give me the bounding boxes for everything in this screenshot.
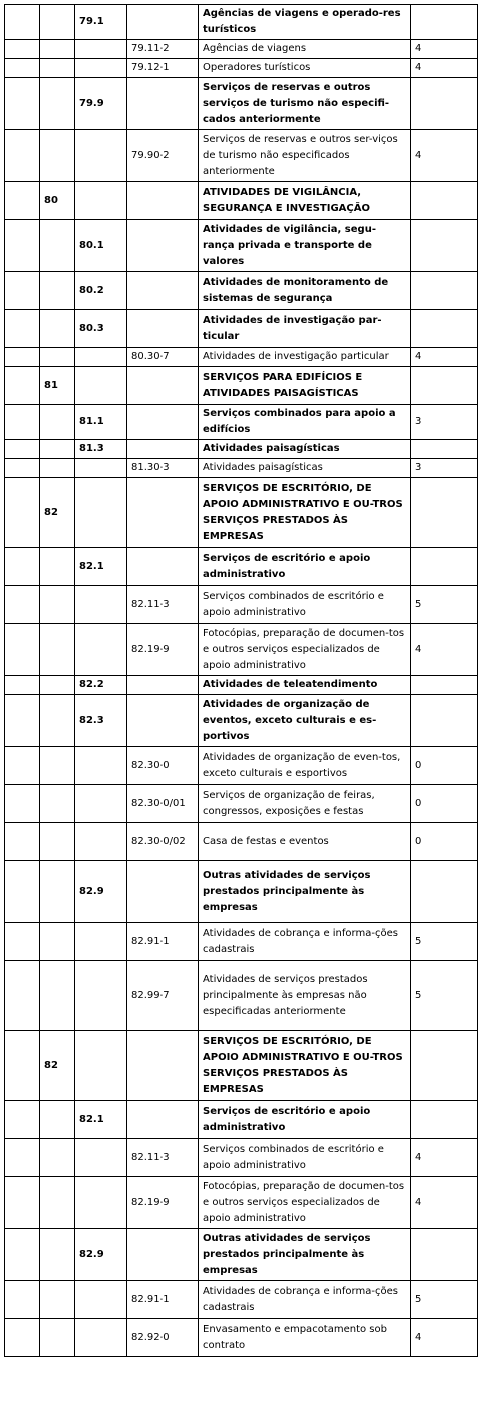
empty-cell [5, 861, 40, 923]
cnae-value: 4 [411, 624, 478, 676]
table-row [5, 747, 478, 785]
empty-cell [127, 548, 199, 586]
cnae-description: Atividades de organização de even-tos, exceto culturais e esportivos [199, 747, 411, 785]
cnae-value: 4 [411, 1177, 478, 1229]
cnae-value: 4 [411, 130, 478, 182]
cnae-code: 79.90-2 [127, 130, 199, 182]
empty-cell [40, 861, 75, 923]
empty-cell [127, 5, 199, 40]
empty-cell [40, 272, 75, 310]
cnae-code: 81.30-3 [127, 459, 199, 478]
empty-cell [40, 586, 75, 624]
empty-cell [75, 823, 127, 861]
empty-cell [75, 130, 127, 182]
empty-cell [127, 1031, 199, 1101]
empty-cell [5, 695, 40, 747]
cnae-description: Atividades de monitoramento de sistemas de segurança [199, 272, 411, 310]
empty-cell [5, 1031, 40, 1101]
empty-cell [127, 1229, 199, 1281]
empty-cell [75, 40, 127, 59]
cnae-description: Atividades paisagísticas [199, 459, 411, 478]
cnae-description: Serviços de reservas e outros serviços de turismo não especifi-cados anteriormente [199, 78, 411, 130]
empty-cell [5, 59, 40, 78]
empty-cell [5, 676, 40, 695]
empty-cell [40, 1101, 75, 1139]
cnae-value: 5 [411, 1281, 478, 1319]
table-row [5, 40, 478, 59]
cnae-value: 3 [411, 459, 478, 478]
cnae-description: SERVIÇOS PARA EDIFÍCIOS E ATIVIDADES PAISAGÍSTICAS [199, 367, 411, 405]
table-row [5, 348, 478, 367]
empty-cell [5, 923, 40, 961]
cnae-code: 79.12-1 [127, 59, 199, 78]
empty-cell [75, 747, 127, 785]
table-row [5, 5, 478, 40]
cnae-value [411, 676, 478, 695]
cnae-code: 82.9 [75, 1229, 127, 1281]
cnae-description: ATIVIDADES DE VIGILÂNCIA, SEGURANÇA E INVESTIGAÇÃO [199, 182, 411, 220]
cnae-code: 82.30-0/02 [127, 823, 199, 861]
empty-cell [75, 59, 127, 78]
cnae-description: Atividades de serviços prestados principalmente às empresas não especificadas anteriormente [199, 961, 411, 1031]
cnae-code: 82.9 [75, 861, 127, 923]
empty-cell [40, 548, 75, 586]
cnae-code: 82.1 [75, 1101, 127, 1139]
empty-cell [75, 182, 127, 220]
empty-cell [5, 1229, 40, 1281]
empty-cell [5, 1319, 40, 1357]
empty-cell [40, 823, 75, 861]
table-row [5, 1101, 478, 1139]
cnae-code: 79.11-2 [127, 40, 199, 59]
cnae-description: Agências de viagens [199, 40, 411, 59]
cnae-value: 3 [411, 405, 478, 440]
empty-cell [75, 624, 127, 676]
table-row [5, 182, 478, 220]
empty-cell [40, 310, 75, 348]
cnae-code: 80.1 [75, 220, 127, 272]
cnae-value: 5 [411, 923, 478, 961]
empty-cell [127, 405, 199, 440]
table-row [5, 676, 478, 695]
empty-cell [5, 5, 40, 40]
empty-cell [5, 1101, 40, 1139]
cnae-description: Atividades de investigação par-ticular [199, 310, 411, 348]
cnae-code: 80.2 [75, 272, 127, 310]
cnae-description: SERVIÇOS DE ESCRITÓRIO, DE APOIO ADMINISTRATIVO E OU-TROS SERVIÇOS PRESTADOS ÀS EMPRESAS [199, 478, 411, 548]
empty-cell [5, 823, 40, 861]
table-row [5, 785, 478, 823]
cnae-table-body [5, 5, 478, 1357]
cnae-value: 4 [411, 59, 478, 78]
empty-cell [40, 785, 75, 823]
empty-cell [5, 1281, 40, 1319]
empty-cell [40, 695, 75, 747]
cnae-value [411, 440, 478, 459]
empty-cell [5, 747, 40, 785]
cnae-description: Atividades de vigilância, segu-rança privada e transporte de valores [199, 220, 411, 272]
table-row [5, 59, 478, 78]
empty-cell [40, 676, 75, 695]
empty-cell [40, 747, 75, 785]
empty-cell [40, 78, 75, 130]
empty-cell [5, 182, 40, 220]
cnae-code: 82.2 [75, 676, 127, 695]
cnae-code: 82.30-0/01 [127, 785, 199, 823]
cnae-code: 82.30-0 [127, 747, 199, 785]
empty-cell [40, 1177, 75, 1229]
cnae-value [411, 182, 478, 220]
empty-cell [75, 1281, 127, 1319]
empty-cell [5, 586, 40, 624]
cnae-value [411, 1101, 478, 1139]
empty-cell [40, 1229, 75, 1281]
table-row [5, 310, 478, 348]
cnae-code: 82.3 [75, 695, 127, 747]
cnae-description: Atividades de cobrança e informa-ções cadastrais [199, 1281, 411, 1319]
empty-cell [127, 310, 199, 348]
table-row [5, 1281, 478, 1319]
table-row [5, 459, 478, 478]
table-row [5, 1031, 478, 1101]
empty-cell [40, 923, 75, 961]
empty-cell [40, 348, 75, 367]
table-row [5, 961, 478, 1031]
cnae-value: 4 [411, 1319, 478, 1357]
table-row [5, 586, 478, 624]
cnae-value [411, 695, 478, 747]
empty-cell [5, 1139, 40, 1177]
cnae-value [411, 272, 478, 310]
cnae-description: Serviços combinados de escritório e apoio administrativo [199, 586, 411, 624]
cnae-description: Serviços de reservas e outros ser-viços de turismo não especificados anteriormente [199, 130, 411, 182]
empty-cell [5, 130, 40, 182]
table-row [5, 1229, 478, 1281]
empty-cell [40, 440, 75, 459]
empty-cell [127, 1101, 199, 1139]
empty-cell [40, 1319, 75, 1357]
empty-cell [127, 272, 199, 310]
empty-cell [40, 1281, 75, 1319]
empty-cell [127, 367, 199, 405]
empty-cell [5, 78, 40, 130]
empty-cell [75, 1139, 127, 1177]
table-row [5, 478, 478, 548]
empty-cell [5, 478, 40, 548]
table-row [5, 367, 478, 405]
cnae-description: Envasamento e empacotamento sob contrato [199, 1319, 411, 1357]
empty-cell [5, 220, 40, 272]
empty-cell [127, 440, 199, 459]
empty-cell [5, 624, 40, 676]
cnae-code: 80.30-7 [127, 348, 199, 367]
empty-cell [5, 548, 40, 586]
cnae-code: 82.91-1 [127, 1281, 199, 1319]
empty-cell [75, 367, 127, 405]
cnae-value [411, 78, 478, 130]
empty-cell [40, 130, 75, 182]
empty-cell [40, 220, 75, 272]
cnae-table [4, 4, 478, 1357]
cnae-code: 82.19-9 [127, 1177, 199, 1229]
cnae-description: Atividades de cobrança e informa-ções cadastrais [199, 923, 411, 961]
cnae-value: 5 [411, 586, 478, 624]
empty-cell [75, 1031, 127, 1101]
cnae-code: 82.99-7 [127, 961, 199, 1031]
cnae-value [411, 548, 478, 586]
cnae-value [411, 478, 478, 548]
empty-cell [40, 40, 75, 59]
cnae-description: Casa de festas e eventos [199, 823, 411, 861]
empty-cell [127, 695, 199, 747]
empty-cell [127, 78, 199, 130]
cnae-value: 0 [411, 823, 478, 861]
empty-cell [5, 310, 40, 348]
empty-cell [127, 676, 199, 695]
empty-cell [127, 220, 199, 272]
table-row [5, 405, 478, 440]
cnae-code: 82.19-9 [127, 624, 199, 676]
table-row [5, 130, 478, 182]
empty-cell [5, 348, 40, 367]
cnae-description: Agências de viagens e operado-res turísticos [199, 5, 411, 40]
cnae-description: Atividades de organização de eventos, exceto culturais e es-portivos [199, 695, 411, 747]
cnae-value: 4 [411, 1139, 478, 1177]
empty-cell [5, 440, 40, 459]
cnae-description: Atividades de investigação particular [199, 348, 411, 367]
cnae-description: Serviços de organização de feiras, congressos, exposições e festas [199, 785, 411, 823]
cnae-description: Serviços de escritório e apoio administrativo [199, 548, 411, 586]
cnae-description: Serviços de escritório e apoio administrativo [199, 1101, 411, 1139]
cnae-code: 80 [40, 182, 75, 220]
cnae-value [411, 1229, 478, 1281]
cnae-description: Atividades de teleatendimento [199, 676, 411, 695]
cnae-code: 82 [40, 1031, 75, 1101]
empty-cell [127, 478, 199, 548]
empty-cell [75, 785, 127, 823]
empty-cell [5, 40, 40, 59]
cnae-description: Serviços combinados para apoio a edifícios [199, 405, 411, 440]
cnae-value: 0 [411, 785, 478, 823]
table-row [5, 1319, 478, 1357]
table-row [5, 861, 478, 923]
cnae-description: Fotocópias, preparação de documen-tos e outros serviços especializados de apoio administrativo [199, 1177, 411, 1229]
cnae-code: 82 [40, 478, 75, 548]
empty-cell [5, 785, 40, 823]
cnae-code: 81.3 [75, 440, 127, 459]
cnae-code: 82.11-3 [127, 1139, 199, 1177]
empty-cell [40, 961, 75, 1031]
empty-cell [40, 59, 75, 78]
cnae-value [411, 1031, 478, 1101]
table-row [5, 1177, 478, 1229]
empty-cell [75, 459, 127, 478]
cnae-code: 79.1 [75, 5, 127, 40]
cnae-description: SERVIÇOS DE ESCRITÓRIO, DE APOIO ADMINISTRATIVO E OU-TROS SERVIÇOS PRESTADOS ÀS EMPRESAS [199, 1031, 411, 1101]
cnae-value [411, 861, 478, 923]
empty-cell [75, 478, 127, 548]
table-row [5, 220, 478, 272]
empty-cell [40, 405, 75, 440]
table-row [5, 548, 478, 586]
empty-cell [5, 405, 40, 440]
cnae-description: Outras atividades de serviços prestados principalmente às empresas [199, 1229, 411, 1281]
cnae-description: Outras atividades de serviços prestados principalmente às empresas [199, 861, 411, 923]
empty-cell [40, 5, 75, 40]
empty-cell [75, 1177, 127, 1229]
cnae-description: Atividades paisagísticas [199, 440, 411, 459]
cnae-code: 82.11-3 [127, 586, 199, 624]
empty-cell [75, 586, 127, 624]
empty-cell [75, 923, 127, 961]
empty-cell [5, 1177, 40, 1229]
cnae-value [411, 5, 478, 40]
cnae-code: 80.3 [75, 310, 127, 348]
table-row [5, 272, 478, 310]
cnae-code: 82.1 [75, 548, 127, 586]
empty-cell [75, 961, 127, 1031]
cnae-value: 0 [411, 747, 478, 785]
table-row [5, 78, 478, 130]
cnae-description: Serviços combinados de escritório e apoio administrativo [199, 1139, 411, 1177]
empty-cell [5, 961, 40, 1031]
empty-cell [127, 182, 199, 220]
empty-cell [75, 1319, 127, 1357]
cnae-value [411, 310, 478, 348]
cnae-value: 5 [411, 961, 478, 1031]
cnae-value: 4 [411, 348, 478, 367]
table-row [5, 823, 478, 861]
cnae-code: 82.91-1 [127, 923, 199, 961]
table-row [5, 923, 478, 961]
cnae-code: 79.9 [75, 78, 127, 130]
table-row [5, 695, 478, 747]
cnae-value: 4 [411, 40, 478, 59]
table-row [5, 624, 478, 676]
cnae-description: Fotocópias, preparação de documen-tos e outros serviços especializados de apoio administrativo [199, 624, 411, 676]
table-row [5, 1139, 478, 1177]
cnae-code: 81.1 [75, 405, 127, 440]
empty-cell [5, 459, 40, 478]
cnae-description: Operadores turísticos [199, 59, 411, 78]
empty-cell [127, 861, 199, 923]
empty-cell [75, 348, 127, 367]
empty-cell [40, 459, 75, 478]
cnae-value [411, 220, 478, 272]
cnae-code: 82.92-0 [127, 1319, 199, 1357]
empty-cell [5, 272, 40, 310]
empty-cell [40, 624, 75, 676]
table-row [5, 440, 478, 459]
empty-cell [5, 367, 40, 405]
empty-cell [40, 1139, 75, 1177]
cnae-code: 81 [40, 367, 75, 405]
cnae-value [411, 367, 478, 405]
